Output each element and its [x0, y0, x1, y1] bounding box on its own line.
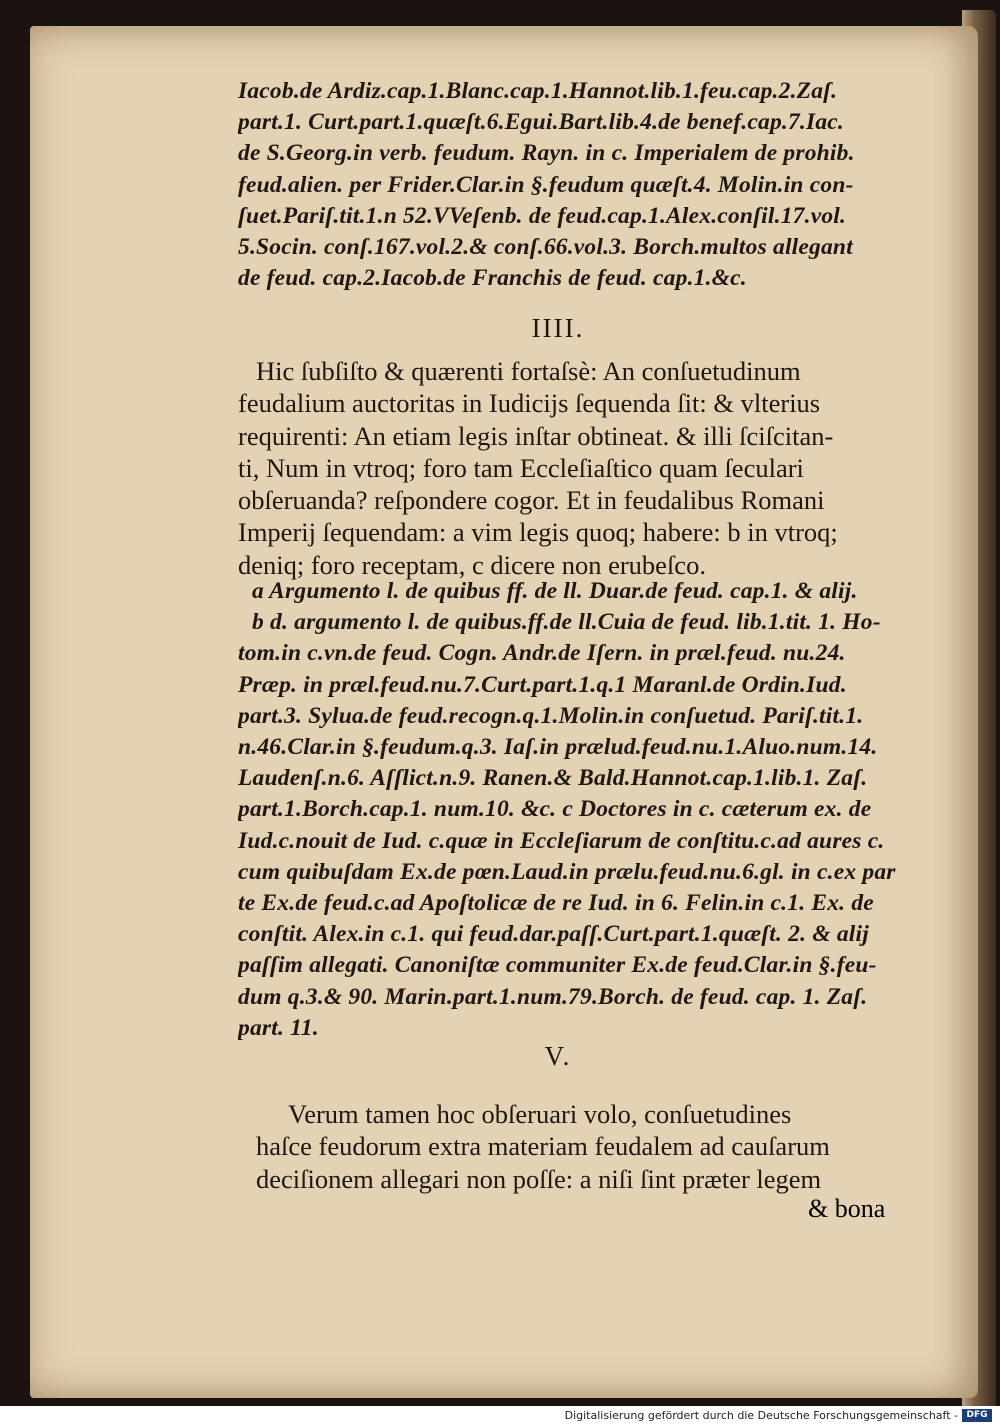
note-line: Iud.c.nouit de Iud. c.quæ in Eccleſiarum de conſtitu.c.ad aures c. [238, 827, 885, 854]
body-line: feudalium auctoritas in Iudicijs ſequenda ſit: & vlterius [238, 388, 821, 419]
note-line: dum q.3.& 90. Marin.part.1.num.79.Borch. de feud. cap. 1. Zaſ. [238, 983, 868, 1010]
body-line: Verum tamen hoc obſeruari volo, conſuetudines [288, 1099, 792, 1129]
top-note-line: part.1. Curt.part.1.quæſt.6.Egui.Bart.lib.4.de benef.cap.7.Iac. [238, 109, 845, 136]
note-line: cum quibuſdam Ex.de pœn.Laud.in prælu.feud.nu.6.gl. in c.ex par [238, 858, 896, 885]
top-note-line: 5.Socin. conſ.167.vol.2.& conſ.66.vol.3. Borch.multos allegant [238, 234, 853, 261]
note-line: b d. argumento l. de quibus.ff.de ll.Cuia de feud. lib.1.tit. 1. Ho- [252, 609, 881, 636]
note-line: part. 11. [238, 1014, 319, 1041]
dfg-logo-icon: DFG [962, 1409, 992, 1422]
section-heading-iiii: IIII. [531, 313, 585, 343]
note-line: part.1.Borch.cap.1. num.10. &c. c Doctores in c. cæterum ex. de [238, 796, 872, 823]
body-line: haſce feudorum extra materiam feudalem ad cauſarum [256, 1131, 830, 1162]
footer-credit: Digitalisierung gefördert durch die Deutsche Forschungsgemeinschaft - [564, 1409, 958, 1422]
body-line: obſeruanda? reſpondere cogor. Et in feudalibus Romani [238, 485, 825, 516]
body-line: Imperij ſequendam: a vim legis quoq; habere: b in vtroq; [238, 517, 838, 548]
body-line: ti, Num in vtroq; foro tam Eccleſiaſtico quam ſeculari [238, 452, 804, 483]
note-line: Præp. in præl.feud.nu.7.Curt.part.1.q.1 Maranl.de Ordin.Iud. [238, 671, 847, 698]
note-line: paſſim allegati. Canoniſtæ communiter Ex.de feud.Clar.in §.feu- [238, 952, 877, 979]
body-line: deniq; foro receptam, c dicere non erubeſco. [238, 549, 706, 580]
section-body-v [238, 1098, 908, 1195]
body-line: Hic ſubſiſto & quærenti fortaſsè: An conſuetudinum [256, 356, 801, 386]
top-note-line: ſuet.Pariſ.tit.1.n 52.VVeſenb. de feud.cap.1.Alex.conſil.17.vol. [238, 202, 847, 229]
section-body-iiii [238, 355, 908, 581]
section-heading-v: V. [544, 1041, 572, 1071]
notes-block-iiii [238, 576, 908, 1044]
body-line: deciſionem allegari non poſſe: a niſi ſint præter legem [256, 1163, 822, 1194]
note-line: Laudenſ.n.6. Aſſlict.n.9. Ranen.& Bald.Hannot.cap.1.lib.1. Zaſ. [238, 765, 868, 792]
note-line: part.3. Sylua.de feud.recogn.q.1.Molin.in conſuetud. Pariſ.tit.1. [238, 702, 864, 729]
top-note-line: de feud. cap.2.Iacob.de Franchis de feud. cap.1.&c. [238, 265, 747, 292]
catchword: & bona [808, 1194, 886, 1223]
top-note-block [238, 76, 908, 294]
top-note-line: Iacob.de Ardiz.cap.1.Blanc.cap.1.Hannot.lib.1.feu.cap.2.Zaſ. [238, 78, 838, 104]
note-line: conſtit. Alex.in c.1. qui feud.dar.paſſ.Curt.part.1.quæſt. 2. & alij [238, 921, 869, 948]
note-line: a Argumento l. de quibus ff. de ll. Duar.de feud. cap.1. & alij. [252, 578, 858, 604]
note-line: te Ex.de feud.c.ad Apoſtolicæ de re Iud. in 6. Felin.in c.1. Ex. de [238, 890, 874, 917]
body-line: requirenti: An etiam legis inſtar obtineat. & illi ſciſcitan- [238, 420, 834, 451]
note-line: tom.in c.vn.de feud. Cogn. Andr.de Iſern. in præl.feud. nu.24. [238, 640, 846, 667]
note-line: n.46.Clar.in §.feudum.q.3. Iaſ.in prælud.feud.nu.1.Aluo.num.14. [238, 734, 878, 761]
top-note-line: feud.alien. per Frider.Clar.in §.feudum quæſt.4. Molin.in con- [238, 171, 854, 198]
top-note-line: de S.Georg.in verb. feudum. Rayn. in c. Imperialem de prohib. [238, 140, 855, 167]
